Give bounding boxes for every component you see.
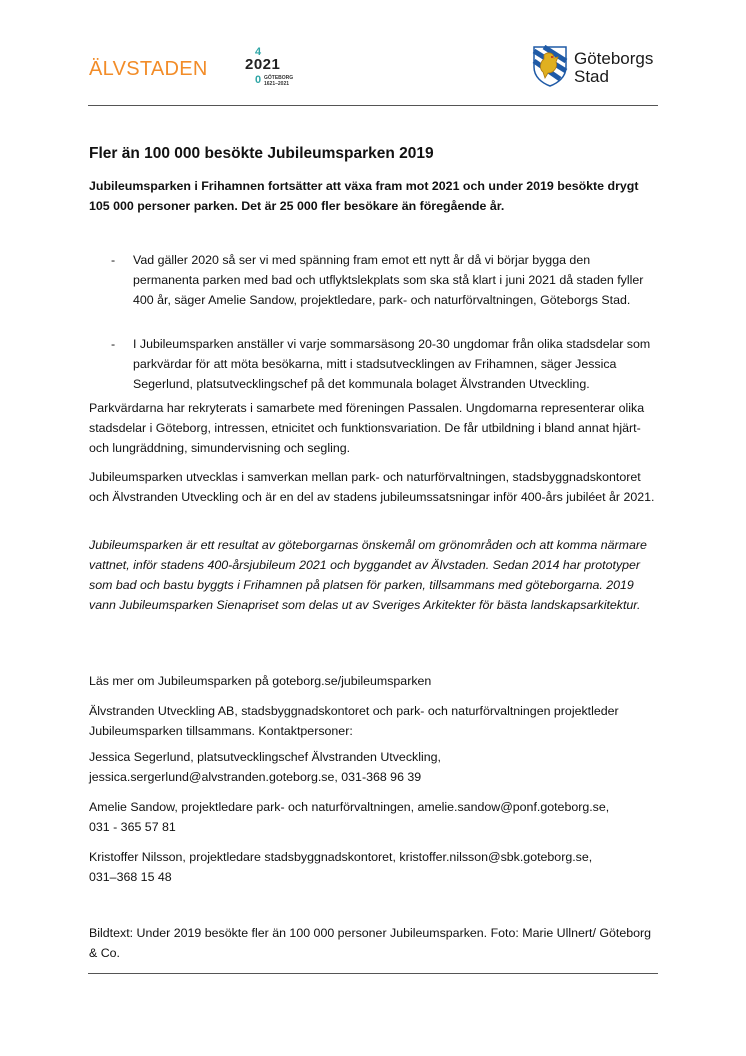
contact-kristoffer-nilsson — [89, 847, 661, 887]
goteborgs-stad-logo-line1: Göteborgs — [574, 49, 654, 68]
article-title: Fler än 100 000 besökte Jubileumsparken 2019 — [89, 145, 434, 162]
footer-divider — [88, 973, 658, 974]
image-caption: Bildtext: Under 2019 besökte fler än 100 000 personer Jubileumsparken. Foto: Marie Ullnert/ Göteborg & Co. — [89, 926, 652, 960]
article-lead: Jubileumsparken i Frihamnen fortsätter att växa fram mot 2021 och under 2019 besökte drygt 105 000 personer parken. Det är 25 000 fler besökare än föregående år. — [89, 179, 639, 213]
contact-amelie-sandow — [89, 797, 661, 837]
goteborgs-stad-logo — [574, 50, 653, 86]
paragraph-collaboration: Jubileumsparken utvecklas i samverkan mellan park- och naturförvaltningen, stadsbyggnadskontoret och Älvstranden Utveckling och är en del av stadens jubileumssatsningar inför 400-års jubiléet år 2021. — [89, 470, 655, 504]
header-divider — [88, 105, 658, 106]
project-leaders: Älvstranden Utveckling AB, stadsbyggnadskontoret och park- och naturförvaltningen projektleder Jubileumsparken tillsammans. Kontaktpersoner: — [89, 704, 619, 738]
contact-phone: 031 - 365 57 81 — [89, 820, 176, 834]
goteborg-crest-icon — [530, 45, 570, 87]
contact-phone: 031–368 15 48 — [89, 870, 172, 884]
jubilee-logo-range: 1621–2021 — [264, 81, 290, 87]
bullet-marker: - — [111, 253, 116, 267]
goteborgs-stad-logo-line2: Stad — [574, 67, 609, 86]
contact-line[interactable]: Amelie Sandow, projektledare park- och naturförvaltningen, amelie.sandow@ponf.goteborg.se, — [89, 800, 610, 814]
contact-email-phone[interactable]: jessica.sergerlund@alvstranden.goteborg.se, 031-368 96 39 — [89, 770, 422, 784]
contact-line: Jessica Segerlund, platsutvecklingschef Älvstranden Utveckling, — [89, 750, 441, 764]
bullet-quote-2: I Jubileumsparken anställer vi varje sommarsäsong 20-30 ungdomar från olika stadsdelar som parkvärdar för att möta besökarna, mitt i stadsutvecklingen av Frihamnen, säger Jessica Segerlund, platsutvecklingschef på det kommunala bolaget Älvstranden Utveckling. — [133, 337, 651, 391]
jubilee-logo-bottom-digit: 0 — [255, 74, 262, 86]
contact-jessica-segerlund — [89, 747, 661, 787]
jubilee-logo-city: GÖTEBORG — [264, 75, 294, 81]
bullet-marker: - — [111, 337, 116, 351]
paragraph-background: Jubileumsparken är ett resultat av göteborgarnas önskemål om grönområden och att komma närmare vattnet, inför stadens 400-årsjubileum 2021 och byggandet av Älvstaden. Sedan 2014 har prototyper som bad och bastu byggts i Frihamnen på platsen för parken, tillsammans med göteborgarna. 2019 vann Jubileumsparken Sienapriset som delas ut av Sveriges Arkitekter för bästa landskapsarkitektur. — [89, 538, 647, 612]
paragraph-park-hosts: Parkvärdarna har rekryterats i samarbete med föreningen Passalen. Ungdomarna representerar olika stadsdelar i Göteborg, intressen, etnicitet och funktionsvariation. De får utbildning i bland annat hjärt- och lungräddning, simundervisning och segling. — [89, 401, 645, 455]
read-more-link[interactable]: Läs mer om Jubileumsparken på goteborg.se/jubileumsparken — [89, 674, 432, 688]
jubilee-2021-logo — [243, 46, 305, 90]
jubilee-logo-year: 2021 — [245, 56, 281, 73]
contact-line[interactable]: Kristoffer Nilsson, projektledare stadsbyggnadskontoret, kristoffer.nilsson@sbk.goteborg.se, — [89, 850, 593, 864]
jubilee-logo-top-digit: 4 — [255, 46, 262, 58]
bullet-quote-1: Vad gäller 2020 så ser vi med spänning fram emot ett nytt år då vi börjar bygga den permanenta parken med bad och utflyktslekplats som ska stå klart i juni 2021 då staden fyller 400 år, säger Amelie Sandow, projektledare, park- och naturförvaltningen, Göteborgs Stad. — [133, 253, 644, 307]
alvstaden-logo: ÄLVSTADEN — [89, 58, 208, 80]
